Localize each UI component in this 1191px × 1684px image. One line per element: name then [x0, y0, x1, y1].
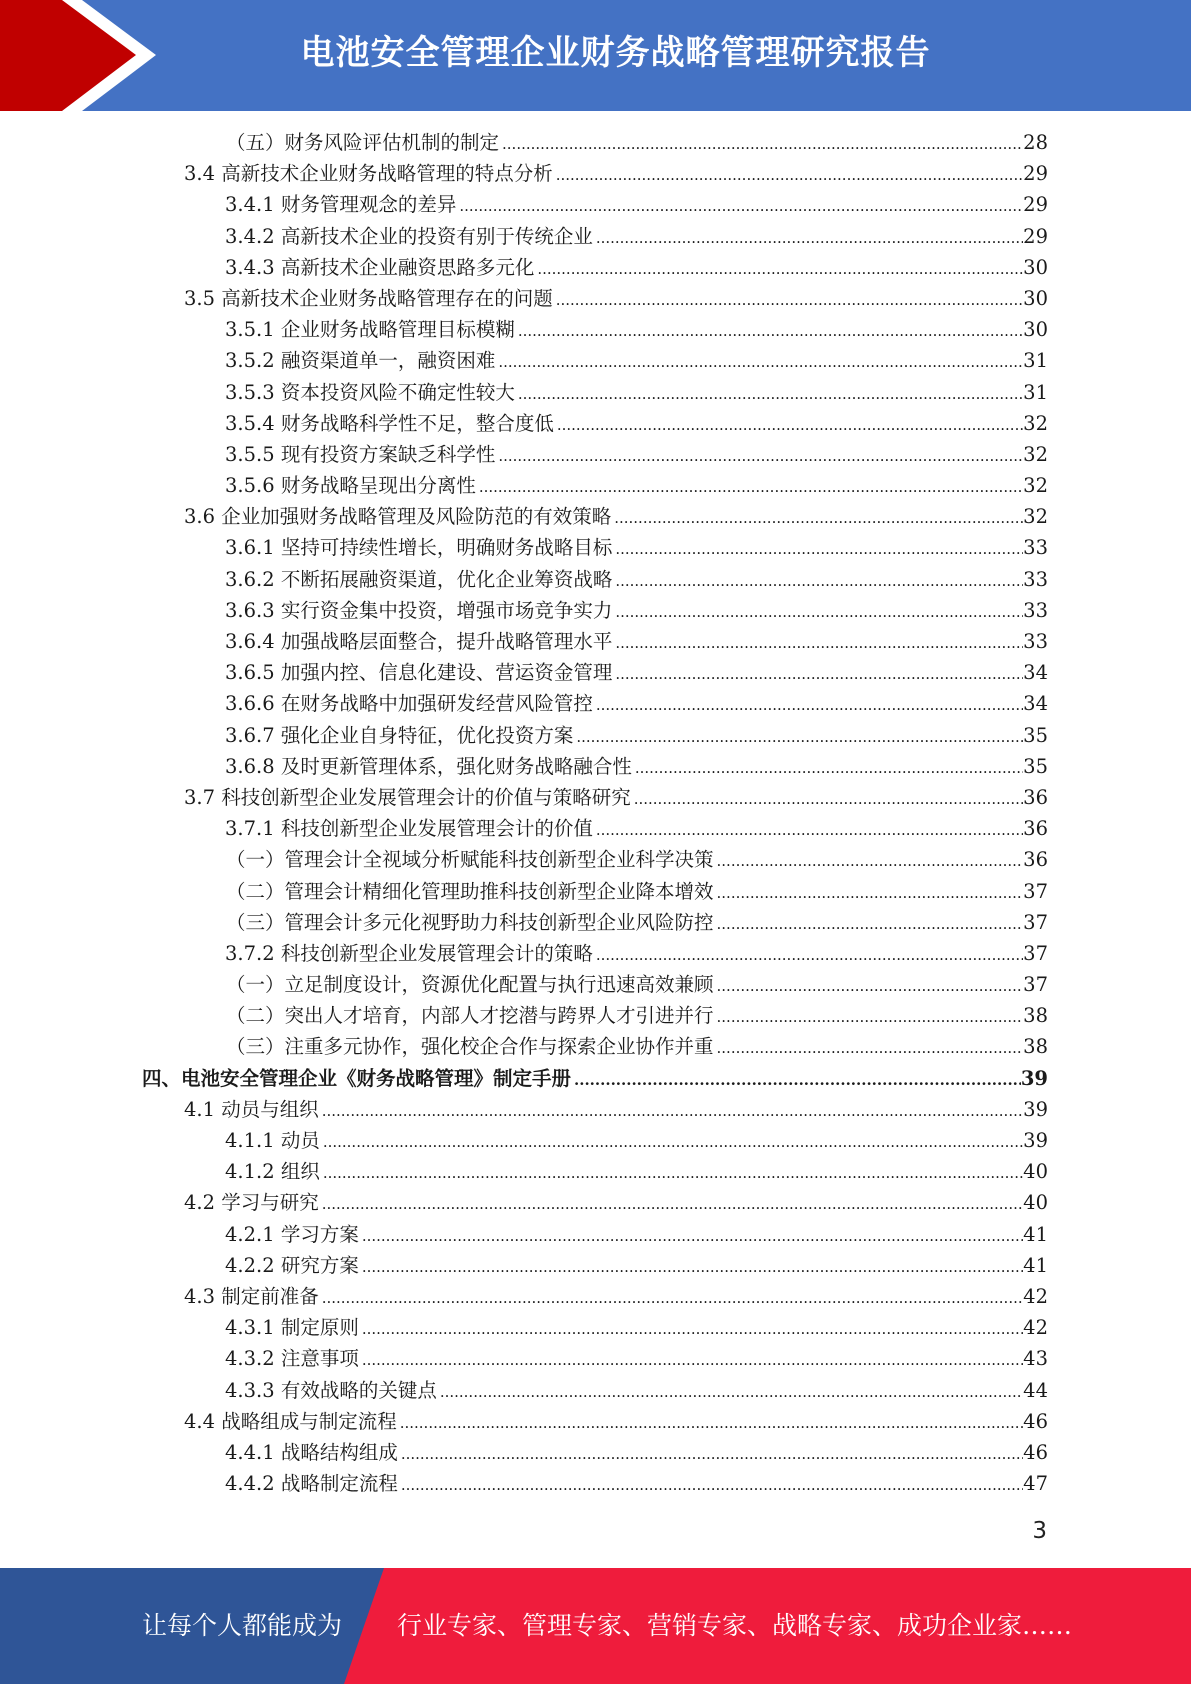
toc-entry[interactable]	[225, 813, 1048, 844]
toc-dot-leader	[634, 753, 1023, 784]
toc-entry-title: 4.4.2 战略制定流程	[225, 1472, 398, 1496]
toc-entry-page-number: 42	[1023, 1284, 1048, 1308]
toc-entry[interactable]	[225, 1125, 1048, 1156]
toc-entry-page-number: 39	[1020, 1066, 1048, 1090]
toc-entry[interactable]	[225, 189, 1048, 220]
toc-entry-page-number: 33	[1023, 598, 1048, 622]
toc-entry[interactable]	[184, 158, 1048, 189]
toc-entry-page-number: 30	[1023, 318, 1048, 342]
toc-entry-page-number: 42	[1023, 1316, 1048, 1340]
toc-entry[interactable]	[226, 969, 1048, 1000]
toc-dot-leader	[595, 690, 1023, 721]
toc-dot-leader	[556, 410, 1023, 441]
toc-entry-page-number: 31	[1023, 380, 1048, 404]
toc-entry[interactable]	[184, 1187, 1048, 1218]
page-number: 3	[1032, 1518, 1047, 1544]
toc-dot-leader	[555, 160, 1023, 191]
toc-entry[interactable]	[225, 751, 1048, 782]
toc-entry[interactable]	[225, 439, 1048, 470]
toc-entry[interactable]	[225, 1219, 1048, 1250]
toc-entry-page-number: 37	[1023, 973, 1048, 997]
toc-entry-page-number: 43	[1023, 1347, 1048, 1371]
toc-entry[interactable]	[225, 1437, 1048, 1468]
toc-entry-page-number: 28	[1023, 131, 1048, 154]
toc-dot-leader	[595, 940, 1023, 971]
toc-entry-page-number: 44	[1023, 1378, 1048, 1402]
toc-entry[interactable]	[225, 221, 1048, 252]
toc-dot-leader	[517, 316, 1023, 347]
toc-entry-title: 3.4 高新技术企业财务战略管理的特点分析	[184, 162, 553, 186]
toc-dot-leader	[497, 347, 1023, 378]
toc-dot-leader	[614, 566, 1023, 597]
toc-entry-title: 4.2.2 研究方案	[225, 1253, 359, 1277]
toc-dot-leader	[716, 971, 1024, 1002]
toc-entry-page-number: 34	[1023, 692, 1048, 716]
toc-entry[interactable]	[184, 782, 1048, 813]
toc-dot-leader	[399, 1408, 1023, 1439]
toc-entry[interactable]	[225, 720, 1048, 751]
toc-entry-title: 3.5.3 资本投资风险不确定性较大	[225, 380, 515, 404]
toc-entry-page-number: 29	[1023, 193, 1048, 217]
toc-dot-leader	[322, 1158, 1023, 1189]
toc-entry-page-number: 37	[1023, 941, 1048, 965]
toc-entry-page-number: 30	[1023, 255, 1048, 279]
toc-entry-page-number: 29	[1023, 162, 1048, 186]
toc-entry[interactable]	[225, 688, 1048, 719]
toc-entry-page-number: 32	[1023, 411, 1048, 435]
toc-entry-page-number: 33	[1023, 567, 1048, 591]
toc-entry[interactable]	[225, 938, 1048, 969]
toc-entry-title: 4.3.2 注意事项	[225, 1347, 359, 1371]
toc-dot-leader	[321, 1096, 1023, 1127]
table-of-contents	[0, 127, 1191, 1499]
toc-dot-leader	[501, 129, 1023, 160]
header-title: 电池安全管理企业财务战略管理研究报告	[300, 33, 931, 73]
toc-entry-title: 3.7.1 科技创新型企业发展管理会计的价值	[225, 817, 593, 841]
toc-entry-page-number: 38	[1023, 1004, 1048, 1028]
toc-dot-leader	[478, 472, 1023, 503]
toc-dot-leader	[716, 1033, 1024, 1064]
toc-dot-leader	[361, 1252, 1023, 1283]
toc-entry-title: 3.4.3 高新技术企业融资思路多元化	[225, 255, 535, 279]
toc-entry-title: 4.2 学习与研究	[184, 1191, 319, 1215]
toc-dot-leader	[595, 223, 1023, 254]
toc-entry-page-number: 40	[1023, 1160, 1048, 1184]
toc-entry-title: 4.3 制定前准备	[184, 1284, 319, 1308]
toc-entry-title: 4.3.3 有效战略的关键点	[225, 1378, 437, 1402]
toc-entry-title: 3.4.2 高新技术企业的投资有别于传统企业	[225, 224, 593, 248]
toc-entry-page-number: 35	[1023, 723, 1048, 747]
toc-entry[interactable]	[226, 1000, 1048, 1031]
toc-dot-leader	[321, 1189, 1023, 1220]
toc-entry[interactable]	[225, 314, 1048, 345]
toc-entry-page-number: 32	[1023, 474, 1048, 498]
toc-entry-page-number: 33	[1023, 536, 1048, 560]
toc-dot-leader	[517, 379, 1023, 410]
page-footer	[0, 1568, 1191, 1684]
toc-entry-title: 4.4 战略组成与制定流程	[184, 1409, 397, 1433]
toc-dot-leader	[536, 254, 1023, 285]
toc-entry-page-number: 47	[1023, 1472, 1048, 1496]
toc-entry-page-number: 34	[1023, 661, 1048, 685]
toc-entry-title: 3.7 科技创新型企业发展管理会计的价值与策略研究	[184, 785, 631, 809]
toc-entry-page-number: 41	[1023, 1253, 1048, 1277]
toc-entry-page-number: 37	[1023, 910, 1048, 934]
toc-dot-leader	[614, 628, 1023, 659]
toc-entry-title: 3.6.6 在财务战略中加强研发经营风险管控	[225, 692, 593, 716]
toc-entry[interactable]	[184, 1281, 1048, 1312]
toc-entry-page-number: 46	[1023, 1409, 1048, 1433]
toc-dot-leader	[573, 1065, 1021, 1096]
toc-entry-title: （三）注重多元协作，强化校企合作与探索企业协作并重	[226, 1035, 714, 1059]
toc-entry[interactable]	[225, 532, 1048, 563]
toc-entry[interactable]	[184, 283, 1048, 314]
toc-dot-leader	[575, 722, 1023, 753]
toc-entry-title: 3.5.2 融资渠道单一，融资困难	[225, 349, 496, 373]
toc-entry-title: 3.6.7 强化企业自身特征，优化投资方案	[225, 723, 574, 747]
page-header	[0, 0, 1191, 111]
toc-dot-leader	[361, 1221, 1023, 1252]
toc-dot-leader	[361, 1314, 1023, 1345]
toc-entry-title: 4.2.1 学习方案	[225, 1222, 359, 1246]
toc-entry-title: （五）财务风险评估机制的制定	[226, 131, 500, 154]
toc-dot-leader	[716, 878, 1024, 909]
toc-entry-title: 3.6.8 及时更新管理体系，强化财务战略融合性	[225, 754, 632, 778]
toc-entry[interactable]	[225, 1250, 1048, 1281]
toc-entry[interactable]	[142, 1063, 1048, 1094]
toc-entry-page-number: 33	[1023, 630, 1048, 653]
toc-entry-title: 3.6.5 加强内控、信息化建设、营运资金管理	[225, 661, 613, 685]
toc-entry-title: （三）管理会计多元化视野助力科技创新型企业风险防控	[226, 910, 714, 934]
toc-entry[interactable]	[225, 1468, 1048, 1499]
toc-entry-title: （一）立足制度设计，资源优化配置与执行迅速高效兼顾	[226, 973, 714, 997]
toc-entry-page-number: 39	[1023, 1097, 1048, 1121]
toc-entry[interactable]	[225, 1312, 1048, 1343]
toc-dot-leader	[555, 285, 1023, 316]
toc-entry-title: 4.1 动员与组织	[184, 1097, 319, 1121]
toc-entry[interactable]	[225, 1156, 1048, 1187]
toc-entry-title: 3.6.1 坚持可持续性增长，明确财务战略目标	[225, 536, 613, 560]
toc-entry[interactable]	[225, 595, 1048, 626]
toc-entry-title: 3.5.6 财务战略呈现出分离性	[225, 474, 476, 498]
toc-dot-leader	[614, 534, 1023, 565]
toc-dot-leader	[716, 1002, 1024, 1033]
toc-entry-page-number: 29	[1023, 224, 1048, 248]
toc-dot-leader	[595, 815, 1023, 846]
toc-entry[interactable]	[184, 1094, 1048, 1125]
toc-entry-page-number: 40	[1023, 1191, 1048, 1215]
toc-entry-page-number: 31	[1023, 349, 1048, 373]
footer-slogan-right: 行业专家、管理专家、营销专家、战略专家、成功企业家……	[397, 1611, 1073, 1640]
toc-entry-title: 3.5 高新技术企业财务战略管理存在的问题	[184, 286, 553, 310]
toc-dot-leader	[321, 1283, 1023, 1314]
toc-entry-page-number: 30	[1023, 286, 1048, 310]
toc-entry[interactable]	[225, 564, 1048, 595]
toc-entry[interactable]	[226, 876, 1048, 907]
toc-entry[interactable]	[225, 1343, 1048, 1374]
toc-entry-page-number: 38	[1023, 1035, 1048, 1059]
toc-entry-title: 3.5.5 现有投资方案缺乏科学性	[225, 442, 496, 466]
toc-entry[interactable]	[226, 1031, 1048, 1062]
toc-entry-title: 3.6.3 实行资金集中投资，增强市场竞争实力	[225, 598, 613, 622]
toc-entry-page-number: 36	[1023, 817, 1048, 841]
toc-entry-title: 3.7.2 科技创新型企业发展管理会计的策略	[225, 941, 593, 965]
toc-entry-page-number: 46	[1023, 1440, 1048, 1464]
toc-dot-leader	[400, 1470, 1023, 1501]
toc-dot-leader	[439, 1377, 1023, 1408]
toc-entry[interactable]	[184, 1406, 1048, 1437]
footer-slogan-left: 让每个人都能成为	[142, 1611, 343, 1640]
toc-entry-title: 3.5.4 财务战略科学性不足，整合度低	[225, 411, 554, 435]
toc-entry-title: 4.3.1 制定原则	[225, 1316, 359, 1340]
toc-entry-title: （一）管理会计全视域分析赋能科技创新型企业科学决策	[226, 848, 714, 872]
toc-entry-page-number: 39	[1023, 1129, 1048, 1152]
toc-entry-title: 4.1.1 动员	[225, 1129, 320, 1152]
toc-entry-page-number: 35	[1023, 754, 1048, 778]
toc-entry[interactable]	[225, 657, 1048, 688]
toc-dot-leader	[497, 441, 1023, 472]
toc-dot-leader	[613, 503, 1023, 534]
toc-dot-leader	[361, 1345, 1023, 1376]
toc-dot-leader	[716, 846, 1024, 877]
toc-entry-page-number: 32	[1023, 505, 1048, 529]
toc-entry-title: 四、电池安全管理企业《财务战略管理》制定手册	[142, 1066, 572, 1090]
toc-entry-page-number: 36	[1023, 785, 1048, 809]
toc-dot-leader	[614, 659, 1023, 690]
toc-entry[interactable]	[226, 907, 1048, 938]
toc-dot-leader	[322, 1127, 1023, 1158]
toc-entry[interactable]	[184, 501, 1048, 532]
toc-entry-title: 3.4.1 财务管理观念的差异	[225, 193, 457, 217]
toc-entry[interactable]	[225, 1375, 1048, 1406]
toc-entry-title: 4.4.1 战略结构组成	[225, 1440, 398, 1464]
toc-dot-leader	[633, 784, 1023, 815]
toc-entry[interactable]	[225, 345, 1048, 376]
toc-entry-page-number: 37	[1023, 879, 1048, 903]
toc-entry[interactable]	[225, 377, 1048, 408]
toc-entry[interactable]	[225, 408, 1048, 439]
toc-dot-leader	[614, 597, 1023, 628]
toc-entry[interactable]	[225, 626, 1048, 657]
toc-entry-title: 3.6.2 不断拓展融资渠道，优化企业筹资战略	[225, 567, 613, 591]
toc-entry[interactable]	[225, 252, 1048, 283]
toc-entry-page-number: 36	[1023, 848, 1048, 872]
toc-dot-leader	[716, 909, 1024, 940]
toc-entry-title: 3.5.1 企业财务战略管理目标模糊	[225, 318, 515, 342]
toc-entry[interactable]	[226, 844, 1048, 875]
toc-entry-title: 3.6 企业加强财务战略管理及风险防范的有效策略	[184, 505, 612, 529]
toc-entry-page-number: 32	[1023, 442, 1048, 466]
toc-entry-title: 4.1.2 组织	[225, 1160, 320, 1184]
toc-entry-title: 3.6.4 加强战略层面整合，提升战略管理水平	[225, 630, 613, 653]
toc-entry[interactable]	[225, 470, 1048, 501]
toc-entry[interactable]	[226, 127, 1048, 158]
toc-dot-leader	[400, 1439, 1023, 1470]
toc-entry-title: （二）管理会计精细化管理助推科技创新型企业降本增效	[226, 879, 714, 903]
toc-dot-leader	[458, 191, 1023, 222]
toc-entry-title: （二）突出人才培育，内部人才挖潜与跨界人才引进并行	[226, 1004, 714, 1028]
toc-entry-page-number: 41	[1023, 1222, 1048, 1246]
